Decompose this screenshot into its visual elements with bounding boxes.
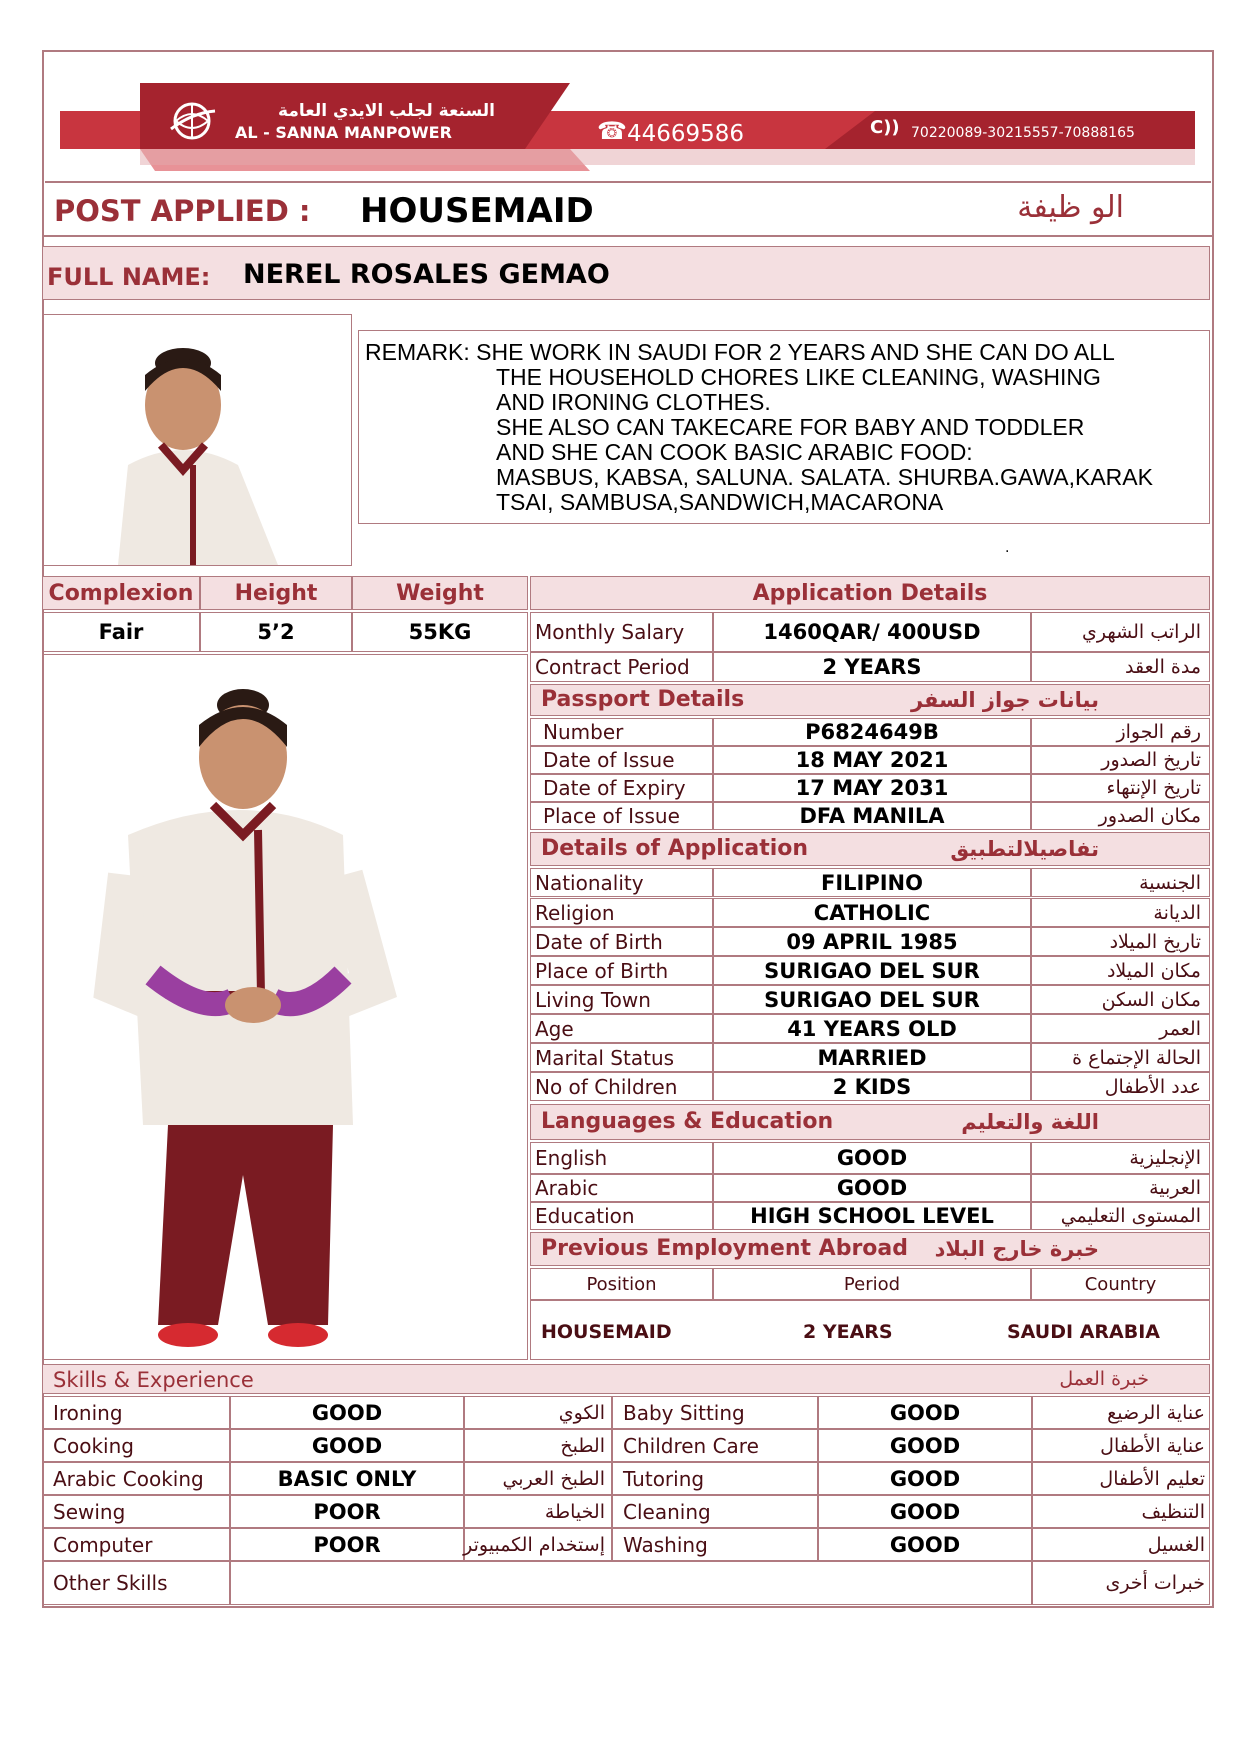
skill-left-1-value: GOOD [311, 1433, 383, 1458]
contract-period-label-cell [530, 652, 713, 682]
application-details-header [530, 576, 1210, 610]
passport-row-2-arabic: تاريخ الإنتهاء [1106, 777, 1201, 799]
details-row-4-arabic: مكان السكن [1101, 988, 1201, 1011]
skill-right-4-ar-cell [1032, 1528, 1210, 1561]
language-row-2-label-cell [530, 1202, 713, 1230]
language-row-0-value-cell [713, 1142, 1031, 1174]
details-row-3-arabic: مكان الميلاد [1106, 959, 1201, 982]
language-row-2-value-cell [713, 1202, 1031, 1230]
details-row-0-label: Nationality [535, 870, 644, 895]
skill-left-4-label: Computer [53, 1532, 153, 1557]
passport-details-title-arabic: بيانات جواز السفر [910, 688, 1099, 712]
skill-right-4-value: GOOD [889, 1532, 961, 1557]
passport-row-0-label-cell [530, 718, 713, 746]
skill-left-4-label-cell [42, 1528, 230, 1561]
passport-details-title: Passport Details [541, 687, 745, 712]
details-row-0-arabic-cell [1031, 868, 1210, 897]
contract-period-value-cell [713, 652, 1031, 682]
language-row-2-label: Education [535, 1204, 635, 1228]
skill-left-3-label-cell [42, 1495, 230, 1528]
skill-left-2-label-cell [42, 1462, 230, 1495]
mobile-icon: C)) [870, 117, 900, 138]
remark-line-7: TSAI, SAMBUSA,SANDWICH,MACARONA [496, 489, 944, 515]
details-row-4-arabic-cell [1031, 985, 1210, 1014]
employment-header-text-0: Position [586, 1273, 657, 1295]
application-details-title: Application Details [752, 580, 988, 606]
skill-left-2-label: Arabic Cooking [53, 1466, 204, 1491]
passport-row-0-arabic: رقم الجواز [1116, 721, 1201, 743]
passport-row-1-value-cell [713, 746, 1031, 774]
candidate-portrait-icon [43, 315, 351, 565]
complexion-value [42, 612, 200, 652]
post-applied-value: HOUSEMAID [360, 191, 594, 231]
skill-left-0-ar: الكوي [558, 1401, 605, 1424]
full-name-label: FULL NAME: [47, 263, 211, 291]
details-row-3-value-cell [713, 956, 1031, 985]
details-row-3-label-cell [530, 956, 713, 985]
post-applied-arabic: الو ظيفة [1017, 190, 1124, 225]
language-row-1-arabic-cell [1031, 1174, 1210, 1202]
skill-right-3-value: GOOD [889, 1499, 961, 1524]
height-header [200, 576, 352, 610]
weight-value [352, 612, 528, 652]
monthly-salary-label: Monthly Salary [535, 620, 685, 644]
photo-full-body [42, 654, 528, 1360]
passport-row-1-label-cell [530, 746, 713, 774]
passport-row-2-label: Date of Expiry [543, 776, 686, 800]
details-row-1-arabic-cell [1031, 898, 1210, 927]
details-row-6-value-cell [713, 1043, 1031, 1072]
skill-left-0-value-cell [230, 1396, 464, 1429]
skill-left-1-ar: الطبخ [560, 1434, 605, 1457]
skill-left-4-value: POOR [313, 1532, 381, 1557]
details-row-6-label: Marital Status [535, 1045, 675, 1070]
remark-line-5: AND SHE CAN COOK BASIC ARABIC FOOD: [496, 439, 973, 465]
details-row-2-label-cell [530, 927, 713, 956]
contract-period-label: Contract Period [535, 655, 690, 679]
skill-right-1-label: Children Care [623, 1433, 759, 1458]
skill-right-4-label-cell [612, 1528, 818, 1561]
skill-left-4-value-cell [230, 1528, 464, 1561]
details-row-2-arabic-cell [1031, 927, 1210, 956]
details-of-application-title-arabic: تفاصيلالتطبيق [950, 837, 1099, 861]
details-row-0-value: FILIPINO [821, 870, 923, 895]
skill-left-1-ar-cell [464, 1429, 612, 1462]
skill-right-2-value-cell [818, 1462, 1032, 1495]
details-row-2-value: 09 APRIL 1985 [786, 929, 958, 954]
skill-right-1-value: GOOD [889, 1433, 961, 1458]
skill-right-1-label-cell [612, 1429, 818, 1462]
other-skills-label: Other Skills [53, 1571, 168, 1595]
passport-row-1-value: 18 MAY 2021 [795, 748, 949, 772]
language-row-0-arabic-cell [1031, 1142, 1210, 1174]
details-row-0-arabic: الجنسية [1139, 871, 1201, 894]
language-row-2-arabic-cell [1031, 1202, 1210, 1230]
languages-education-title-arabic: اللغة والتعليم [961, 1110, 1099, 1134]
employment-header-0 [530, 1268, 713, 1300]
mobile-numbers: 70220089-30215557-70888165 [911, 125, 1135, 141]
height-value [200, 612, 352, 652]
weight-header-text: Weight [396, 580, 484, 606]
details-row-2-value-cell [713, 927, 1031, 956]
contract-period-value: 2 YEARS [822, 655, 922, 679]
header-banner [45, 53, 1211, 183]
skills-header [42, 1364, 1210, 1394]
skill-left-0-label-cell [42, 1396, 230, 1429]
skill-left-2-ar-cell [464, 1462, 612, 1495]
skill-right-2-label: Tutoring [623, 1466, 705, 1491]
details-row-0-value-cell [713, 868, 1031, 897]
passport-row-3-arabic-cell [1031, 802, 1210, 830]
company-name-arabic: السنعة لجلب الايدي العامة [278, 101, 495, 121]
complexion-header-text: Complexion [48, 580, 194, 606]
passport-row-3-value: DFA MANILA [799, 804, 945, 828]
details-row-7-value: 2 KIDS [832, 1074, 912, 1099]
details-row-6-label-cell [530, 1043, 713, 1072]
remark-line-6: MASBUS, KABSA, SALUNA. SALATA. SHURBA.GAWA,KARAK [496, 464, 1153, 490]
candidate-full-body-icon [43, 655, 527, 1359]
language-row-2-value: HIGH SCHOOL LEVEL [750, 1204, 994, 1228]
language-row-0-label: English [535, 1146, 608, 1170]
skill-right-4-label: Washing [623, 1532, 708, 1557]
passport-row-1-label: Date of Issue [543, 748, 675, 772]
passport-row-1-arabic-cell [1031, 746, 1210, 774]
employment-row [530, 1300, 1210, 1360]
passport-row-0-label: Number [543, 720, 624, 744]
skill-left-3-label: Sewing [53, 1499, 126, 1524]
monthly-salary-arabic-cell [1031, 612, 1210, 652]
contract-period-arabic-cell [1031, 652, 1210, 682]
details-row-4-label: Living Town [535, 987, 651, 1012]
skill-right-3-ar: التنظيف [1141, 1500, 1205, 1523]
details-row-0-label-cell [530, 868, 713, 897]
details-row-7-value-cell [713, 1072, 1031, 1101]
skill-right-0-label-cell [612, 1396, 818, 1429]
employment-period: 2 YEARS [803, 1321, 893, 1343]
details-row-3-arabic-cell [1031, 956, 1210, 985]
other-skills-arabic: خبرات أخرى [1105, 1572, 1205, 1594]
passport-row-0-value-cell [713, 718, 1031, 746]
monthly-salary-label-cell [530, 612, 713, 652]
banner-shape [45, 53, 1211, 183]
complexion-header [42, 576, 200, 610]
language-row-0-value: GOOD [836, 1146, 908, 1170]
passport-row-1-arabic: تاريخ الصدور [1101, 749, 1201, 771]
skill-left-4-ar: إستخدام الكمبيوتر [463, 1533, 605, 1556]
full-name-row [42, 246, 1210, 300]
contract-period-arabic: مدة العقد [1125, 656, 1201, 678]
post-applied-label: POST APPLIED : [54, 194, 311, 228]
details-row-1-label: Religion [535, 900, 615, 925]
skill-left-3-value-cell [230, 1495, 464, 1528]
language-row-1-label: Arabic [535, 1176, 599, 1200]
skill-right-1-ar-cell [1032, 1429, 1210, 1462]
details-row-5-label: Age [535, 1016, 574, 1041]
employment-header-1 [713, 1268, 1031, 1300]
details-of-application-header [530, 832, 1210, 866]
skill-right-2-label-cell [612, 1462, 818, 1495]
photo-small [42, 314, 352, 566]
details-row-6-value: MARRIED [817, 1045, 927, 1070]
language-row-2-arabic: المستوى التعليمي [1060, 1205, 1201, 1227]
other-skills-arabic-cell [1032, 1561, 1210, 1605]
language-row-0-arabic: الإنجليزية [1129, 1147, 1201, 1169]
details-row-1-value-cell [713, 898, 1031, 927]
skill-right-0-ar: عناية الرضيع [1107, 1401, 1205, 1424]
monthly-salary-value: 1460QAR/ 400USD [763, 620, 981, 644]
remark-line-4: SHE ALSO CAN TAKECARE FOR BABY AND TODDLER [496, 414, 1085, 440]
employment-header-text-2: Country [1084, 1273, 1157, 1295]
passport-row-3-value-cell [713, 802, 1031, 830]
passport-row-2-value-cell [713, 774, 1031, 802]
skill-right-2-value: GOOD [889, 1466, 961, 1491]
passport-row-3-arabic: مكان الصدور [1098, 805, 1201, 827]
details-row-1-label-cell [530, 898, 713, 927]
other-skills-label-cell [42, 1561, 230, 1605]
skill-left-1-value-cell [230, 1429, 464, 1462]
skill-right-3-label-cell [612, 1495, 818, 1528]
previous-employment-title-arabic: خبرة خارج البلاد [934, 1237, 1099, 1261]
details-row-6-arabic: الحالة الإجتماع ة [1072, 1046, 1201, 1069]
skill-left-2-ar: الطبخ العربي [502, 1467, 605, 1490]
details-row-6-arabic-cell [1031, 1043, 1210, 1072]
passport-row-2-arabic-cell [1031, 774, 1210, 802]
details-row-3-label: Place of Birth [535, 958, 669, 983]
skill-left-1-label: Cooking [53, 1433, 134, 1458]
skill-right-2-ar: تعليم الأطفال [1099, 1467, 1205, 1490]
phone-number: 44669586 [627, 121, 745, 147]
passport-row-2-value: 17 MAY 2031 [795, 776, 949, 800]
remark-dot: . [1005, 540, 1010, 556]
details-row-1-value: CATHOLIC [813, 900, 931, 925]
skill-right-4-value-cell [818, 1528, 1032, 1561]
height-value-text: 5’2 [257, 620, 295, 644]
skill-right-0-value-cell [818, 1396, 1032, 1429]
skills-title-arabic: خبرة العمل [1059, 1368, 1149, 1390]
passport-row-2-label-cell [530, 774, 713, 802]
weight-value-text: 55KG [408, 620, 472, 644]
globe-logo-icon [167, 101, 217, 141]
details-of-application-title: Details of Application [541, 836, 809, 861]
skill-left-4-ar-cell [464, 1528, 612, 1561]
skill-right-1-value-cell [818, 1429, 1032, 1462]
skill-right-3-label: Cleaning [623, 1499, 711, 1524]
details-row-3-value: SURIGAO DEL SUR [764, 958, 980, 983]
skill-left-3-ar: الخياطة [544, 1500, 605, 1523]
language-row-1-value-cell [713, 1174, 1031, 1202]
skill-right-2-ar-cell [1032, 1462, 1210, 1495]
full-name-value: NEREL ROSALES GEMAO [243, 259, 610, 290]
remark-line-3: AND IRONING CLOTHES. [496, 389, 771, 415]
skill-right-0-ar-cell [1032, 1396, 1210, 1429]
previous-employment-title: Previous Employment Abroad [541, 1236, 909, 1261]
skill-left-0-value: GOOD [311, 1400, 383, 1425]
languages-education-header [530, 1104, 1210, 1140]
details-row-4-value-cell [713, 985, 1031, 1014]
passport-row-3-label: Place of Issue [543, 804, 680, 828]
remark-line-2: THE HOUSEHOLD CHORES LIKE CLEANING, WASHING [496, 364, 1101, 390]
language-row-0-label-cell [530, 1142, 713, 1174]
passport-row-0-arabic-cell [1031, 718, 1210, 746]
skill-left-2-value-cell [230, 1462, 464, 1495]
phone-icon: ☎ [597, 117, 627, 145]
skill-right-1-ar: عناية الأطفال [1100, 1434, 1205, 1457]
details-row-5-value: 41 YEARS OLD [787, 1016, 957, 1041]
complexion-value-text: Fair [98, 620, 144, 644]
details-row-4-value: SURIGAO DEL SUR [764, 987, 980, 1012]
height-header-text: Height [234, 580, 318, 606]
details-row-4-label-cell [530, 985, 713, 1014]
previous-employment-header [530, 1232, 1210, 1266]
skills-title: Skills & Experience [53, 1368, 254, 1392]
languages-education-title: Languages & Education [541, 1109, 834, 1134]
skill-left-1-label-cell [42, 1429, 230, 1462]
details-row-5-value-cell [713, 1014, 1031, 1043]
details-row-7-arabic-cell [1031, 1072, 1210, 1101]
employment-header-text-1: Period [843, 1273, 901, 1295]
weight-header [352, 576, 528, 610]
details-row-1-arabic: الديانة [1153, 901, 1201, 924]
employment-country: SAUDI ARABIA [1007, 1321, 1160, 1343]
skill-right-0-value: GOOD [889, 1400, 961, 1425]
skill-right-3-value-cell [818, 1495, 1032, 1528]
company-name-english: AL - SANNA MANPOWER [235, 123, 452, 142]
language-row-1-value: GOOD [836, 1176, 908, 1200]
employment-position: HOUSEMAID [541, 1321, 672, 1343]
remark-line-1: REMARK: SHE WORK IN SAUDI FOR 2 YEARS AND SHE CAN DO ALL [365, 339, 1115, 365]
monthly-salary-arabic: الراتب الشهري [1082, 621, 1201, 643]
details-row-5-arabic: العمر [1159, 1017, 1201, 1040]
language-row-1-arabic: العربية [1149, 1177, 1201, 1199]
skill-left-3-ar-cell [464, 1495, 612, 1528]
passport-row-3-label-cell [530, 802, 713, 830]
skill-left-2-value: BASIC ONLY [277, 1466, 417, 1491]
skill-right-0-label: Baby Sitting [623, 1400, 745, 1425]
details-row-7-arabic: عدد الأطفال [1104, 1075, 1201, 1098]
skill-left-0-label: Ironing [53, 1400, 123, 1425]
monthly-salary-value-cell [713, 612, 1031, 652]
skill-right-3-ar-cell [1032, 1495, 1210, 1528]
details-row-7-label-cell [530, 1072, 713, 1101]
passport-row-0-value: P6824649B [805, 720, 939, 744]
details-row-7-label: No of Children [535, 1074, 678, 1099]
post-applied-row [42, 183, 1214, 237]
details-row-2-label: Date of Birth [535, 929, 663, 954]
skill-right-4-ar: الغسيل [1147, 1533, 1205, 1556]
details-row-5-label-cell [530, 1014, 713, 1043]
passport-details-header [530, 684, 1210, 716]
remark-box [358, 330, 1210, 524]
skill-left-0-ar-cell [464, 1396, 612, 1429]
language-row-1-label-cell [530, 1174, 713, 1202]
details-row-2-arabic: تاريخ الميلاد [1109, 930, 1201, 953]
details-row-5-arabic-cell [1031, 1014, 1210, 1043]
skill-left-3-value: POOR [313, 1499, 381, 1524]
other-skills-value-cell [230, 1561, 1032, 1605]
employment-header-2 [1031, 1268, 1210, 1300]
